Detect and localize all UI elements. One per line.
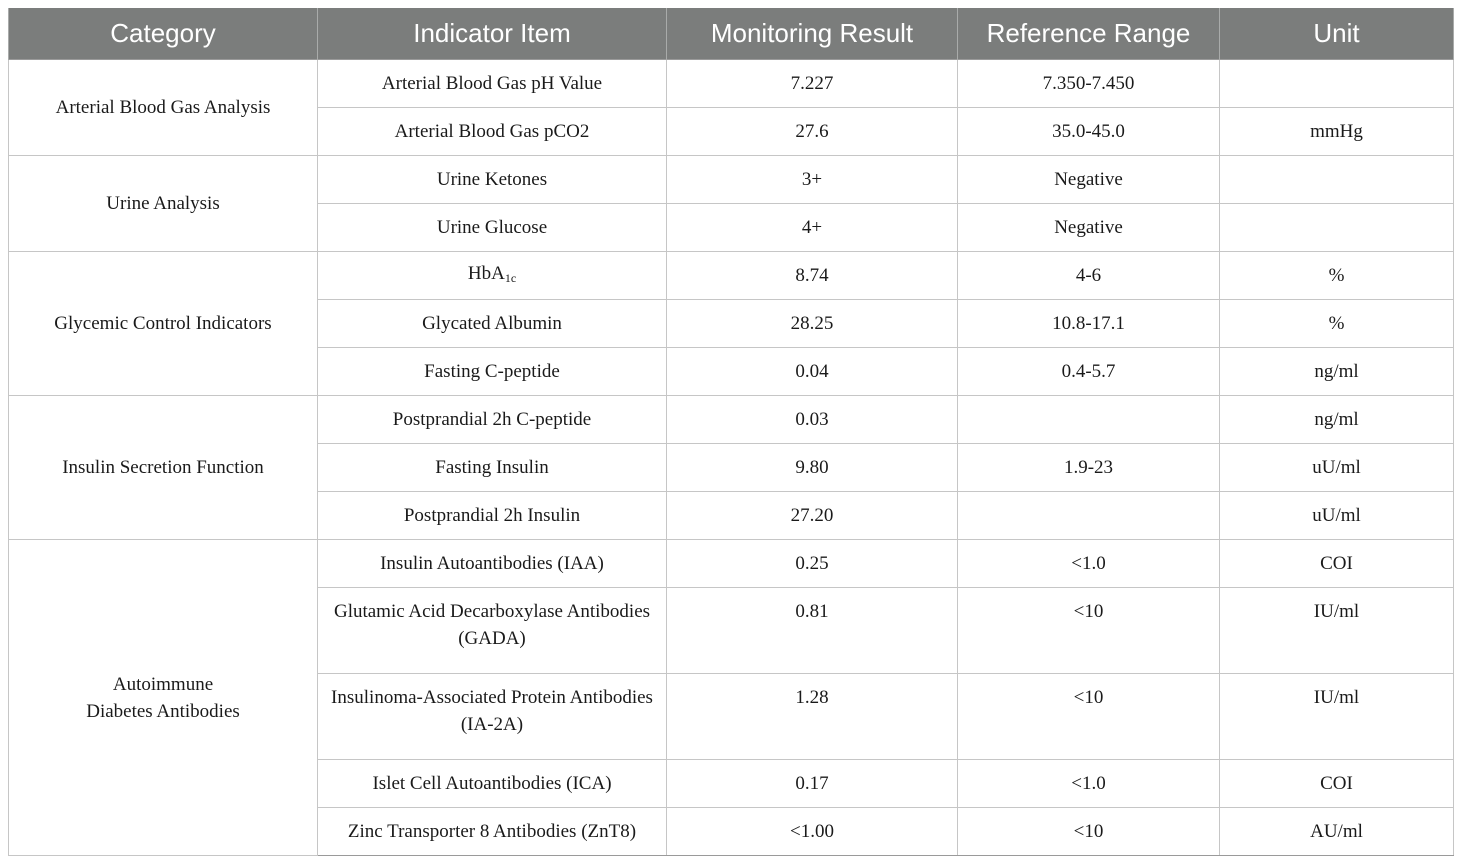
indicator-cell: Urine Ketones — [318, 156, 667, 204]
result-cell: 7.227 — [667, 60, 958, 108]
category-cell: Insulin Secretion Function — [9, 396, 318, 540]
indicator-text: HbA — [467, 262, 505, 284]
indicator-subscript: 1c — [504, 270, 517, 285]
indicator-cell: Glutamic Acid Decarboxylase Antibodies (GADA) — [318, 588, 667, 674]
unit-cell: AU/ml — [1220, 808, 1454, 856]
result-cell: 0.03 — [667, 396, 958, 444]
result-cell: 9.80 — [667, 444, 958, 492]
unit-cell: COI — [1220, 540, 1454, 588]
unit-cell — [1220, 204, 1454, 252]
table-row — [9, 396, 1454, 444]
result-cell: 3+ — [667, 156, 958, 204]
indicator-cell: Urine Glucose — [318, 204, 667, 252]
indicator-cell: Insulin Autoantibodies (IAA) — [318, 540, 667, 588]
result-cell: 8.74 — [667, 252, 958, 300]
header-result: Monitoring Result — [667, 8, 958, 60]
range-cell — [958, 492, 1220, 540]
indicator-cell: Fasting Insulin — [318, 444, 667, 492]
indicator-cell: Islet Cell Autoantibodies (ICA) — [318, 760, 667, 808]
unit-cell — [1220, 156, 1454, 204]
range-cell: <1.0 — [958, 760, 1220, 808]
result-cell: 0.17 — [667, 760, 958, 808]
range-cell: Negative — [958, 204, 1220, 252]
header-range: Reference Range — [958, 8, 1220, 60]
result-cell: 1.28 — [667, 674, 958, 760]
result-cell: <1.00 — [667, 808, 958, 856]
table-row — [9, 60, 1454, 108]
unit-cell: ng/ml — [1220, 348, 1454, 396]
range-cell: 35.0-45.0 — [958, 108, 1220, 156]
indicator-cell: Postprandial 2h Insulin — [318, 492, 667, 540]
lab-results-table — [8, 8, 1454, 856]
indicator-cell: Zinc Transporter 8 Antibodies (ZnT8) — [318, 808, 667, 856]
unit-cell: IU/ml — [1220, 674, 1454, 760]
range-cell: 0.4-5.7 — [958, 348, 1220, 396]
table-row — [9, 540, 1454, 588]
result-cell: 4+ — [667, 204, 958, 252]
unit-cell: COI — [1220, 760, 1454, 808]
table-row — [9, 252, 1454, 300]
indicator-cell: Insulinoma-Associated Protein Antibodies (IA-2A) — [318, 674, 667, 760]
table-row — [9, 156, 1454, 204]
indicator-cell: Glycated Albumin — [318, 300, 667, 348]
result-cell: 27.20 — [667, 492, 958, 540]
indicator-cell: Postprandial 2h C-peptide — [318, 396, 667, 444]
unit-cell — [1220, 60, 1454, 108]
range-cell: 7.350-7.450 — [958, 60, 1220, 108]
result-cell: 28.25 — [667, 300, 958, 348]
header-unit: Unit — [1220, 8, 1454, 60]
result-cell: 27.6 — [667, 108, 958, 156]
indicator-cell — [318, 252, 667, 300]
range-cell: <10 — [958, 674, 1220, 760]
header-row — [9, 8, 1454, 60]
indicator-cell: Fasting C-peptide — [318, 348, 667, 396]
category-cell: Urine Analysis — [9, 156, 318, 252]
range-cell: <1.0 — [958, 540, 1220, 588]
unit-cell: uU/ml — [1220, 492, 1454, 540]
range-cell — [958, 396, 1220, 444]
table-body — [9, 60, 1454, 856]
category-cell: Autoimmune Diabetes Antibodies — [9, 540, 318, 856]
header-category: Category — [9, 8, 318, 60]
unit-cell: % — [1220, 300, 1454, 348]
unit-cell: IU/ml — [1220, 588, 1454, 674]
range-cell: 1.9-23 — [958, 444, 1220, 492]
result-cell: 0.04 — [667, 348, 958, 396]
range-cell: 10.8-17.1 — [958, 300, 1220, 348]
result-cell: 0.81 — [667, 588, 958, 674]
unit-cell: uU/ml — [1220, 444, 1454, 492]
range-cell: 4-6 — [958, 252, 1220, 300]
indicator-cell: Arterial Blood Gas pH Value — [318, 60, 667, 108]
header-indicator: Indicator Item — [318, 8, 667, 60]
category-cell: Glycemic Control Indicators — [9, 252, 318, 396]
indicator-cell: Arterial Blood Gas pCO2 — [318, 108, 667, 156]
unit-cell: mmHg — [1220, 108, 1454, 156]
result-cell: 0.25 — [667, 540, 958, 588]
table-header — [9, 8, 1454, 60]
unit-cell: % — [1220, 252, 1454, 300]
category-cell: Arterial Blood Gas Analysis — [9, 60, 318, 156]
range-cell: <10 — [958, 588, 1220, 674]
unit-cell: ng/ml — [1220, 396, 1454, 444]
range-cell: <10 — [958, 808, 1220, 856]
range-cell: Negative — [958, 156, 1220, 204]
